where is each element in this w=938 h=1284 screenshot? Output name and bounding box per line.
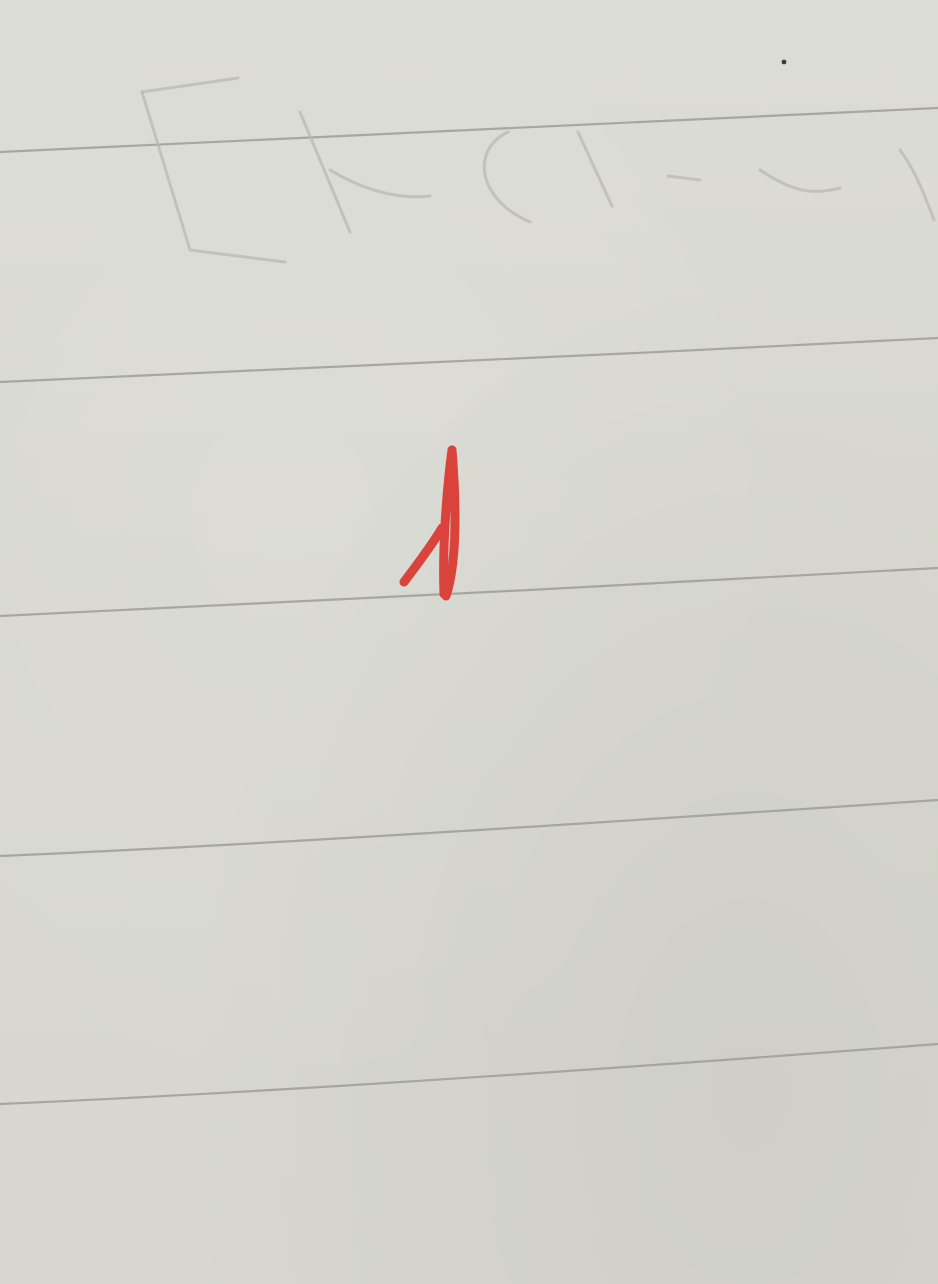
ruled-line-5 (0, 1044, 938, 1104)
ruled-line-2 (0, 338, 938, 382)
ruled-line-1 (0, 108, 938, 152)
red-handwritten-one (404, 450, 455, 596)
paper-speck (782, 60, 787, 65)
ruled-line-3 (0, 568, 938, 616)
faint-erased-writing (142, 78, 934, 262)
ruled-line-4 (0, 800, 938, 856)
